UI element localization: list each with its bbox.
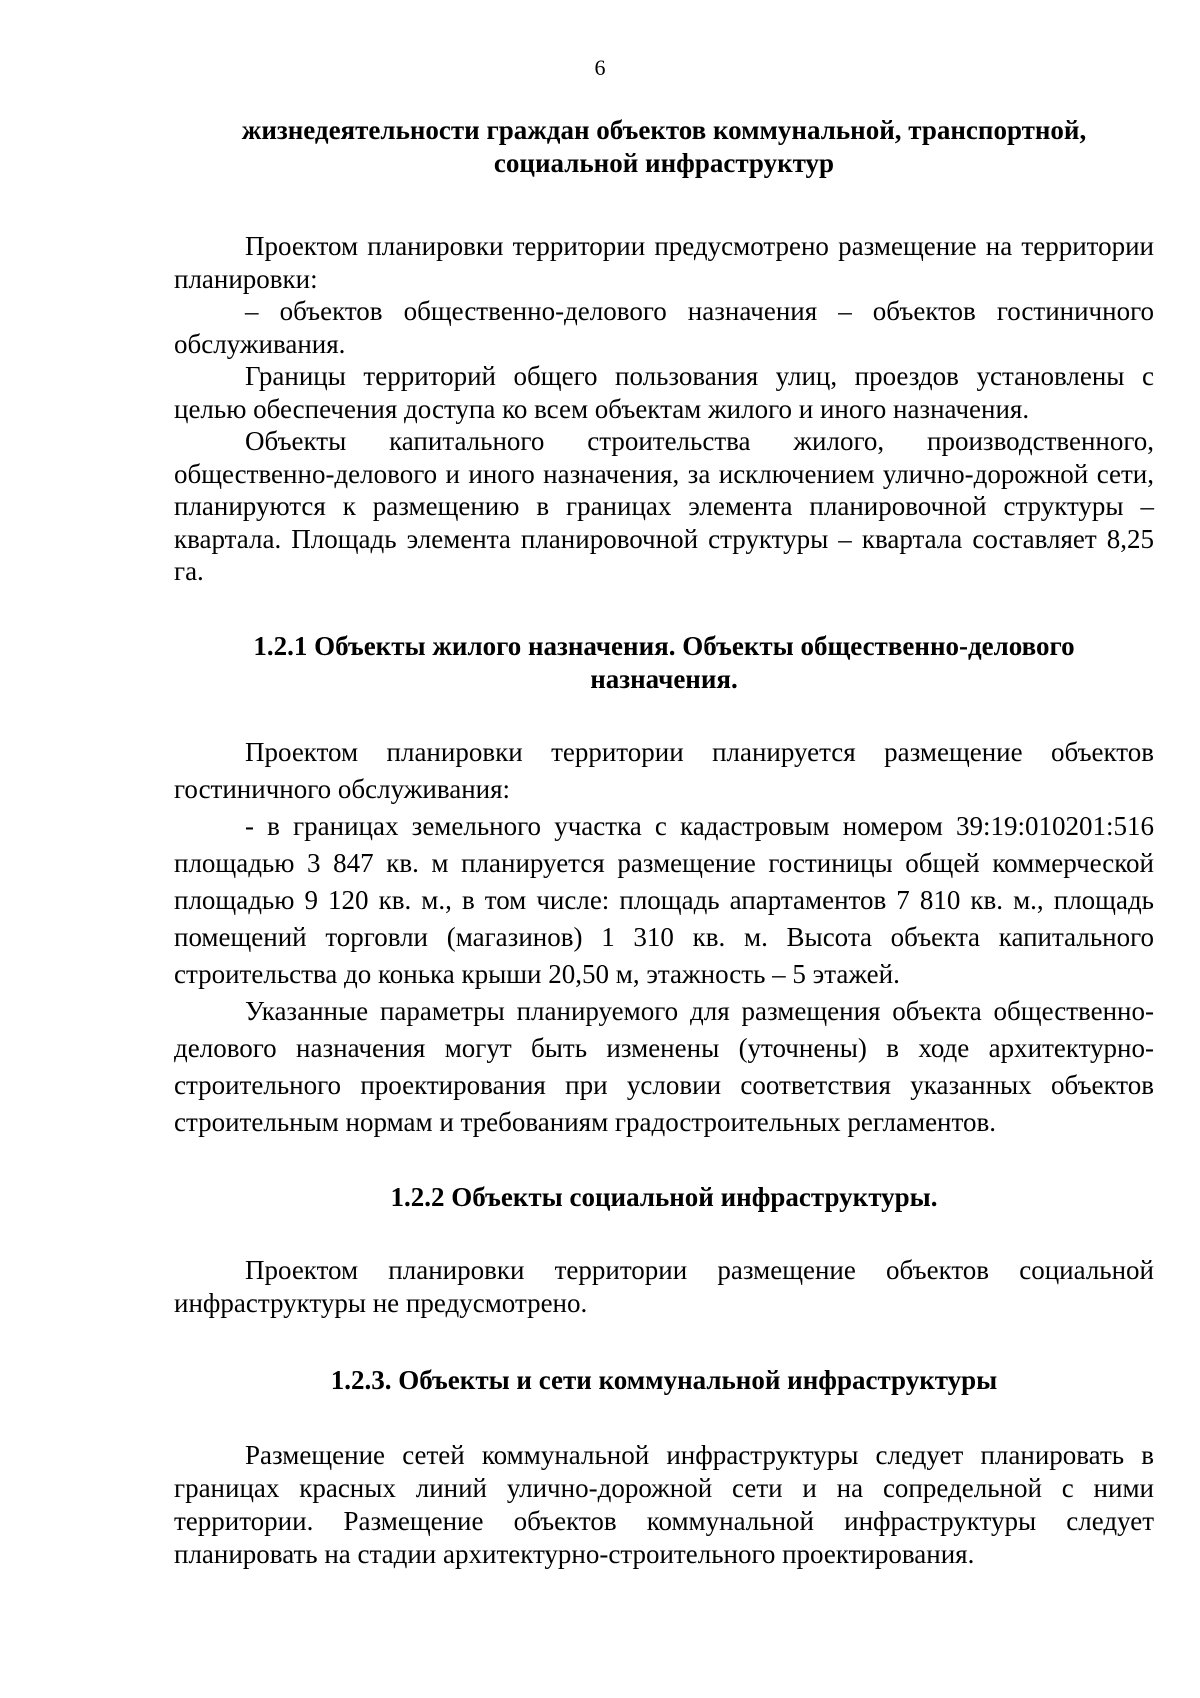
section-1-2-3-heading: 1.2.3. Объекты и сети коммунальной инфраструктуры (330, 1364, 998, 1395)
section-1-2-1-heading-line-1: 1.2.1 Объекты жилого назначения. Объекты общественно-делового (253, 630, 1075, 661)
page-number: 6 (594, 55, 606, 80)
section-1-2-2-paragraph-1: Проектом планировки территории размещение объектов социальной инфраструктуры не предусмотрено. (174, 1254, 1154, 1318)
section-1-2-3 (174, 1364, 1154, 1571)
intro-paragraph-3: Границы территорий общего пользования улиц, проездов установлены с целью обеспечения доступа ко всем объектам жилого и иного назначения. (174, 361, 1154, 424)
section-1-2-3-paragraph-1: Размещение сетей коммунальной инфраструктуры следует планировать в границах красных линий улично-дорожной сети и на сопредельной с ними территории. Размещение объектов коммунальной инфраструктуры следует планировать на стадии архитектурно-строительного проектирования. (174, 1439, 1154, 1569)
intro-title-line-1: жизнедеятельности граждан объектов коммунальной, транспортной, (241, 115, 1087, 145)
intro-section (174, 114, 1154, 588)
section-1-2-1-paragraph-2: - в границах земельного участка с кадастровым номером 39:19:010201:516 площадью 3 847 кв. м планируется размещение гостиницы общей коммерческой площадью 9 120 кв. м., в том числе: площадь апартаментов 7 810 кв. м., площадь помещений торговли (магазинов) 1 310 кв. м. Высота объекта капитального строительства до конька крыши 20,50 м, этажность – 5 этажей. (174, 810, 1154, 989)
intro-paragraph-4: Объекты капитального строительства жилого, производственного, общественно-делового и иного назначения, за исключением улично-дорожной сети, планируются к размещению в границах элемента планировочной структуры – квартала. Площадь элемента планировочной структуры – квартала составляет 8,25 га. (174, 426, 1154, 586)
section-1-2-2 (174, 1181, 1154, 1320)
section-1-2-1-heading-line-2: назначения. (590, 663, 738, 694)
section-1-2-1-paragraph-1: Проектом планировки территории планируется размещение объектов гостиничного обслуживания: (174, 736, 1154, 804)
intro-title-line-2: социальной инфраструктур (493, 148, 835, 178)
intro-paragraph-1: Проектом планировки территории предусмотрено размещение на территории планировки: (174, 231, 1154, 294)
section-1-2-1 (174, 630, 1154, 1141)
section-1-2-2-heading: 1.2.2 Объекты социальной инфраструктуры. (390, 1181, 938, 1212)
section-1-2-1-paragraph-3: Указанные параметры планируемого для размещения объекта общественно-делового назначения могут быть изменены (уточнены) в ходе архитектурно-строительного проектирования при условии соответствия указанных объектов строительным нормам и требованиям градостроительных регламентов. (174, 995, 1154, 1137)
intro-paragraph-2: – объектов общественно-делового назначения – объектов гостиничного обслуживания. (174, 296, 1154, 359)
document-body (174, 114, 1154, 1571)
